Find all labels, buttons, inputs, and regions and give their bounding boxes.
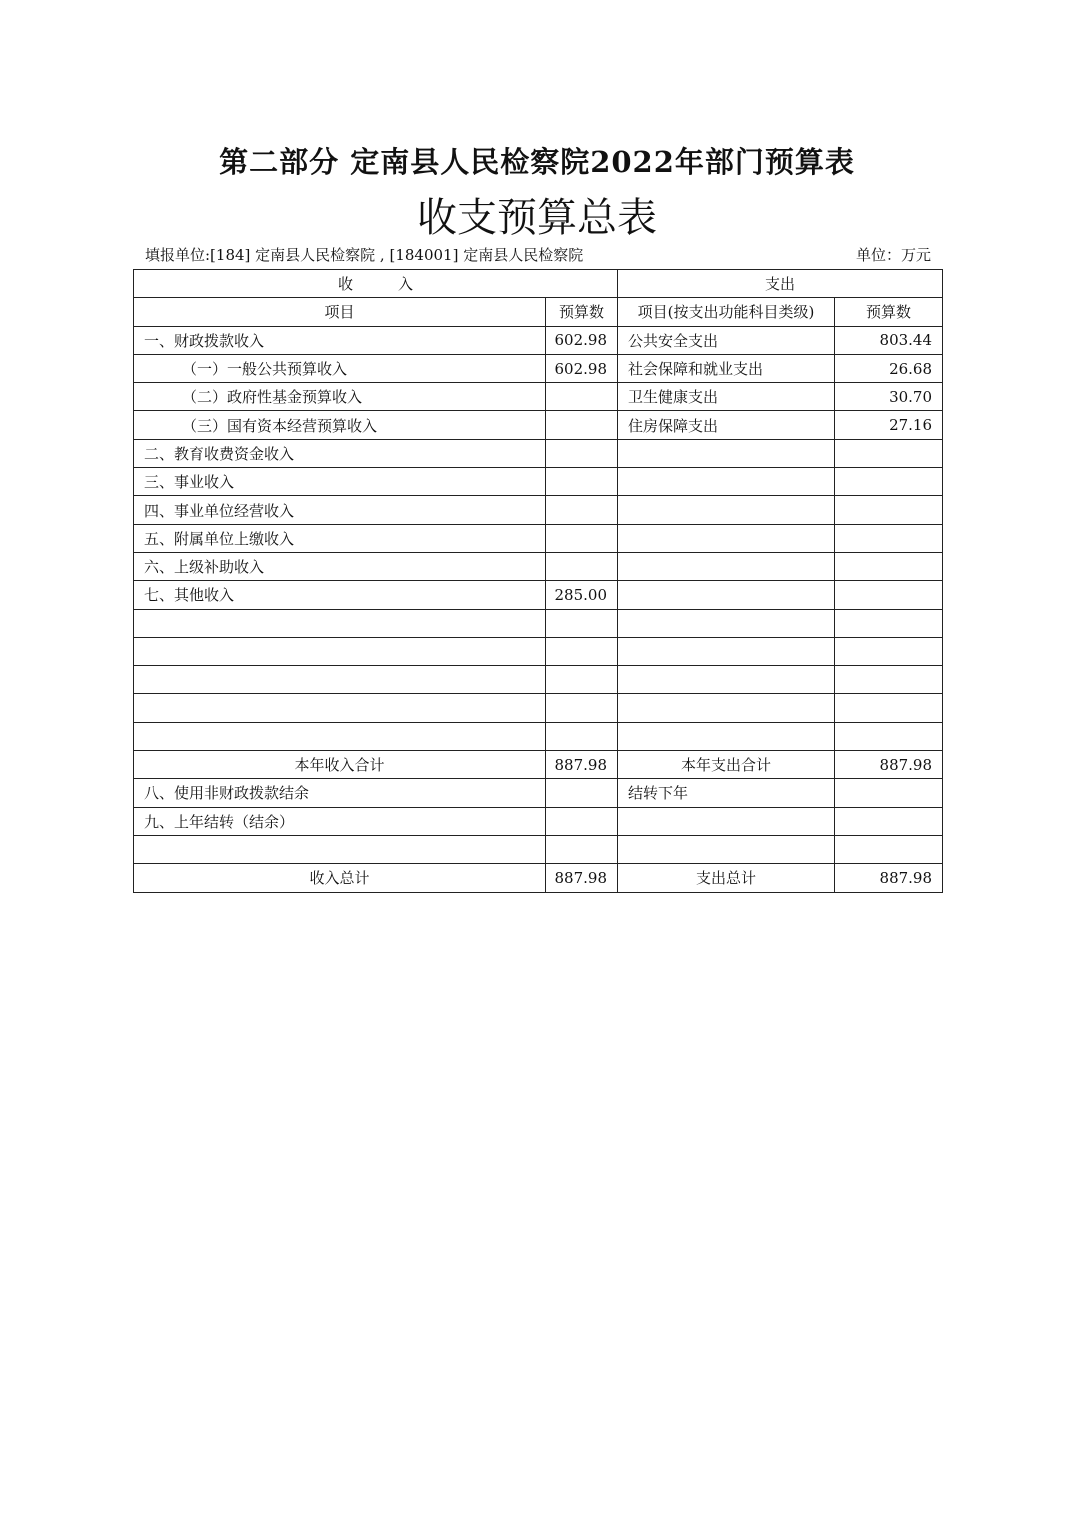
expense-item — [618, 835, 835, 863]
col-income-item: 项目 — [134, 298, 546, 326]
expense-item: 社会保障和就业支出 — [618, 354, 835, 382]
year-expense-label: 本年支出合计 — [618, 751, 835, 779]
expense-amount — [835, 694, 943, 722]
expense-amount — [835, 722, 943, 750]
table-row — [134, 637, 943, 665]
income-amount — [546, 439, 618, 467]
table-row — [134, 694, 943, 722]
expense-amount — [835, 439, 943, 467]
expense-amount: 30.70 — [835, 383, 943, 411]
expense-amount — [835, 552, 943, 580]
income-item: （三）国有资本经营预算收入 — [134, 411, 546, 439]
income-item — [134, 609, 546, 637]
expense-item — [618, 496, 835, 524]
table-row — [134, 411, 943, 439]
expense-item — [618, 581, 835, 609]
expense-item — [618, 552, 835, 580]
total-expense-label: 支出总计 — [618, 864, 835, 892]
income-item — [134, 637, 546, 665]
income-item: 二、教育收费资金收入 — [134, 439, 546, 467]
expense-amount — [835, 524, 943, 552]
income-amount — [546, 637, 618, 665]
year-income-label: 本年收入合计 — [134, 751, 546, 779]
table-row — [134, 383, 943, 411]
table-row — [134, 807, 943, 835]
income-amount: 602.98 — [546, 354, 618, 382]
expense-amount — [835, 779, 943, 807]
income-item: 三、事业收入 — [134, 468, 546, 496]
expense-amount — [835, 609, 943, 637]
table-row — [134, 326, 943, 354]
income-amount — [546, 609, 618, 637]
col-expense-item: 项目(按支出功能科目类级) — [618, 298, 835, 326]
table-row — [134, 779, 943, 807]
table-row — [134, 468, 943, 496]
income-amount — [546, 552, 618, 580]
expense-item — [618, 694, 835, 722]
table-row — [134, 581, 943, 609]
income-amount — [546, 779, 618, 807]
extra-rows — [134, 779, 943, 864]
income-item: 六、上级补助收入 — [134, 552, 546, 580]
col-income-amount: 预算数 — [546, 298, 618, 326]
total-expense-amount: 887.98 — [835, 864, 943, 892]
income-amount — [546, 835, 618, 863]
table-row — [134, 609, 943, 637]
column-header-row — [134, 298, 943, 326]
income-amount — [546, 496, 618, 524]
total-income-label: 收入总计 — [134, 864, 546, 892]
income-item — [134, 666, 546, 694]
year-total-row — [134, 751, 943, 779]
expense-item: 卫生健康支出 — [618, 383, 835, 411]
col-expense-amount: 预算数 — [835, 298, 943, 326]
budget-summary-table — [133, 269, 943, 893]
expense-amount — [835, 496, 943, 524]
expense-item — [618, 524, 835, 552]
reporting-unit: 填报单位:[184] 定南县人民检察院 , [184001] 定南县人民检察院 — [145, 246, 584, 264]
income-item — [134, 722, 546, 750]
table-row — [134, 666, 943, 694]
income-amount — [546, 524, 618, 552]
expense-header: 支出 — [618, 270, 943, 298]
income-item: 八、使用非财政拨款结余 — [134, 779, 546, 807]
income-amount — [546, 411, 618, 439]
income-item: 五、附属单位上缴收入 — [134, 524, 546, 552]
expense-item — [618, 609, 835, 637]
expense-item: 公共安全支出 — [618, 326, 835, 354]
expense-item — [618, 666, 835, 694]
income-amount — [546, 383, 618, 411]
expense-item — [618, 637, 835, 665]
table-row — [134, 524, 943, 552]
grand-total-row — [134, 864, 943, 892]
expense-item: 住房保障支出 — [618, 411, 835, 439]
expense-item: 结转下年 — [618, 779, 835, 807]
income-item: 一、财政拨款收入 — [134, 326, 546, 354]
total-income-amount: 887.98 — [546, 864, 618, 892]
income-amount — [546, 468, 618, 496]
income-amount: 285.00 — [546, 581, 618, 609]
page-title: 第二部分 定南县人民检察院2022年部门预算表 — [219, 145, 855, 179]
income-item — [134, 694, 546, 722]
expense-amount: 27.16 — [835, 411, 943, 439]
expense-amount — [835, 835, 943, 863]
section-header-row — [134, 270, 943, 298]
income-item: 四、事业单位经营收入 — [134, 496, 546, 524]
income-amount — [546, 807, 618, 835]
expense-item — [618, 439, 835, 467]
expense-amount — [835, 468, 943, 496]
expense-amount — [835, 807, 943, 835]
expense-amount — [835, 637, 943, 665]
expense-item — [618, 722, 835, 750]
expense-amount: 803.44 — [835, 326, 943, 354]
year-income-amount: 887.98 — [546, 751, 618, 779]
table-rows — [134, 326, 943, 750]
income-item: （一）一般公共预算收入 — [134, 354, 546, 382]
income-amount — [546, 666, 618, 694]
expense-amount — [835, 581, 943, 609]
table-row — [134, 354, 943, 382]
income-item: 九、上年结转（结余） — [134, 807, 546, 835]
table-row — [134, 496, 943, 524]
income-item — [134, 835, 546, 863]
expense-amount: 26.68 — [835, 354, 943, 382]
income-item: 七、其他收入 — [134, 581, 546, 609]
income-item: （二）政府性基金预算收入 — [134, 383, 546, 411]
year-expense-amount: 887.98 — [835, 751, 943, 779]
expense-item — [618, 807, 835, 835]
currency-unit: 单位：万元 — [855, 246, 931, 264]
income-header: 收 入 — [134, 270, 618, 298]
income-amount: 602.98 — [546, 326, 618, 354]
income-amount — [546, 722, 618, 750]
table-row — [134, 835, 943, 863]
expense-amount — [835, 666, 943, 694]
table-row — [134, 722, 943, 750]
table-row — [134, 439, 943, 467]
income-amount — [546, 694, 618, 722]
table-row — [134, 552, 943, 580]
table-title: 收支预算总表 — [417, 195, 657, 241]
expense-item — [618, 468, 835, 496]
